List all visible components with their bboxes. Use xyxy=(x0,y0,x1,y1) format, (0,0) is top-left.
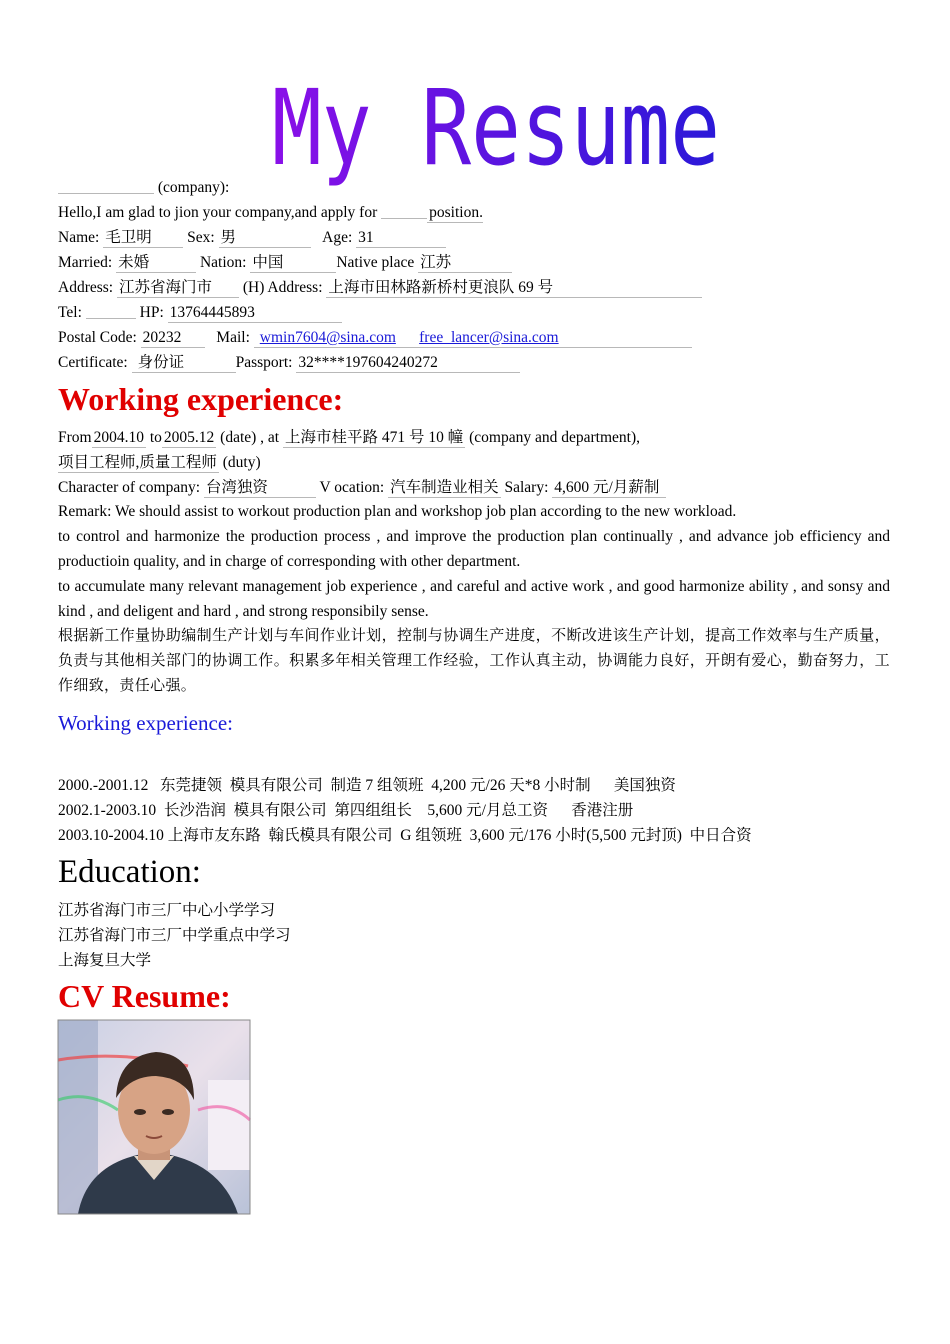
position-blank[interactable] xyxy=(381,204,427,219)
education-item: 上海复旦大学 xyxy=(58,952,152,969)
married-line xyxy=(58,253,512,273)
address-value: 江苏省海门市 xyxy=(117,278,239,298)
passport-label: Passport: xyxy=(235,354,293,371)
duty-line xyxy=(58,453,261,473)
salary-value: 4,600 元/月薪制 xyxy=(552,478,666,498)
nation-value: 中国 xyxy=(250,253,336,273)
history-row: 2002.1-2003.10 长沙浩润 模具有限公司 第四组组长 5,600 元/月总工资 香港注册 xyxy=(58,802,634,819)
to-value: 2005.12 xyxy=(163,429,215,446)
company-line xyxy=(58,178,229,198)
intro-text: Hello,I am glad to jion your company,and apply for xyxy=(58,204,378,221)
character-label: Character of company: xyxy=(58,479,201,496)
history-row: 2000.-2001.12 东莞捷领 模具有限公司 制造 7 组领班 4,200 元/26 天*8 小时制 美国独资 xyxy=(58,777,676,794)
postal-value: 20232 xyxy=(141,328,205,348)
work-company: 上海市桂平路 471 号 10 幢 xyxy=(284,429,464,446)
nation-label: Nation: xyxy=(199,254,247,271)
vocation-label: V ocation: xyxy=(319,479,385,496)
mail-values xyxy=(254,328,692,348)
mail-label: Mail: xyxy=(216,329,250,346)
hp-label: HP: xyxy=(139,304,164,321)
certificate-line xyxy=(58,353,520,373)
remark-cn: 根据新工作量协助编制生产计划与车间作业计划，控制与协调生产进度，不断改进该生产计划，提高工作效率与生产质量，负责与其他相关部门的协调工作。积累多年相关管理工作经验，工作认真主动，协调能力良好，开朗有爱心，勤奋努力，工作细致，责任心强。 xyxy=(58,628,890,694)
tel-label: Tel: xyxy=(58,304,82,321)
company-dept-label: (company and department), xyxy=(469,429,640,446)
education-item: 江苏省海门市三厂中心小学学习 xyxy=(58,902,276,919)
history-row: 2003.10-2004.10 上海市友东路 翰氏模具有限公司 G 组领班 3,600 元/176 小时(5,500 元封顶) 中日合资 xyxy=(58,827,752,844)
native-value: 江苏 xyxy=(418,253,512,273)
from-value: 2004.10 xyxy=(93,429,144,446)
duty-value: 项目工程师,质量工程师 xyxy=(58,454,217,471)
character-line xyxy=(58,478,666,498)
resume-title xyxy=(270,68,730,193)
name-line xyxy=(58,228,446,248)
intro-line xyxy=(58,203,483,223)
address-line xyxy=(58,278,702,298)
sex-label: Sex: xyxy=(187,229,215,246)
education-item: 江苏省海门市三厂中学重点中学习 xyxy=(58,927,291,944)
cv-resume-heading: CV Resume: xyxy=(58,978,231,1014)
postal-line xyxy=(58,328,692,348)
company-label: (company): xyxy=(157,179,230,196)
tel-line xyxy=(58,303,342,323)
remark-2: to control and harmonize the production process , and improve the production plan continually , and advance job efficiency and productioin quality, and in charge of corresponding with other department. xyxy=(58,528,890,570)
name-label: Name: xyxy=(58,229,100,246)
tel-blank[interactable] xyxy=(86,304,136,319)
from-line xyxy=(58,428,640,448)
character-value: 台湾独资 xyxy=(204,478,316,498)
position-label: position. xyxy=(429,204,483,221)
portrait-photo xyxy=(58,1020,250,1214)
home-address-label: (H) Address: xyxy=(242,279,323,296)
certificate-label: Certificate: xyxy=(58,354,128,371)
certificate-value: 身份证 xyxy=(132,353,236,373)
married-value: 未婚 xyxy=(116,253,196,273)
mail-link-1[interactable]: wmin7604@sina.com xyxy=(259,329,396,346)
title-text: My Resume xyxy=(272,67,720,189)
age-value: 31 xyxy=(356,228,446,248)
remark-3: to accumulate many relevant management job experience , and careful and active work , and good harmonize ability , and sonsy and kind , and deligent and hard , and strong responsibily sense. xyxy=(58,578,890,620)
postal-label: Postal Code: xyxy=(58,329,137,346)
address-label: Address: xyxy=(58,279,114,296)
from-label: From xyxy=(58,429,92,446)
age-label: Age: xyxy=(322,229,353,246)
working-experience-heading: Working experience: xyxy=(58,381,344,417)
sex-value: 男 xyxy=(219,228,311,248)
home-address-value: 上海市田林路新桥村更浪队 69 号 xyxy=(326,278,702,298)
mail-link-2[interactable]: free_lancer@sina.com xyxy=(419,329,559,346)
name-value: 毛卫明 xyxy=(103,228,183,248)
company-blank[interactable] xyxy=(58,179,154,194)
native-label: Native place xyxy=(336,254,415,271)
date-label: (date) , at xyxy=(220,429,280,446)
hp-value: 13764445893 xyxy=(168,303,342,323)
duty-label: (duty) xyxy=(222,454,261,471)
remark-1: Remark: We should assist to workout production plan and workshop job plan according to the new workload. xyxy=(58,503,737,520)
history-heading: Working experience: xyxy=(58,711,233,735)
married-label: Married: xyxy=(58,254,113,271)
vocation-value: 汽车制造业相关 xyxy=(390,479,499,496)
passport-value: 32****197604240272 xyxy=(296,353,520,373)
education-heading: Education: xyxy=(58,854,201,890)
salary-label: Salary: xyxy=(504,479,549,496)
to-label: to xyxy=(149,429,162,446)
